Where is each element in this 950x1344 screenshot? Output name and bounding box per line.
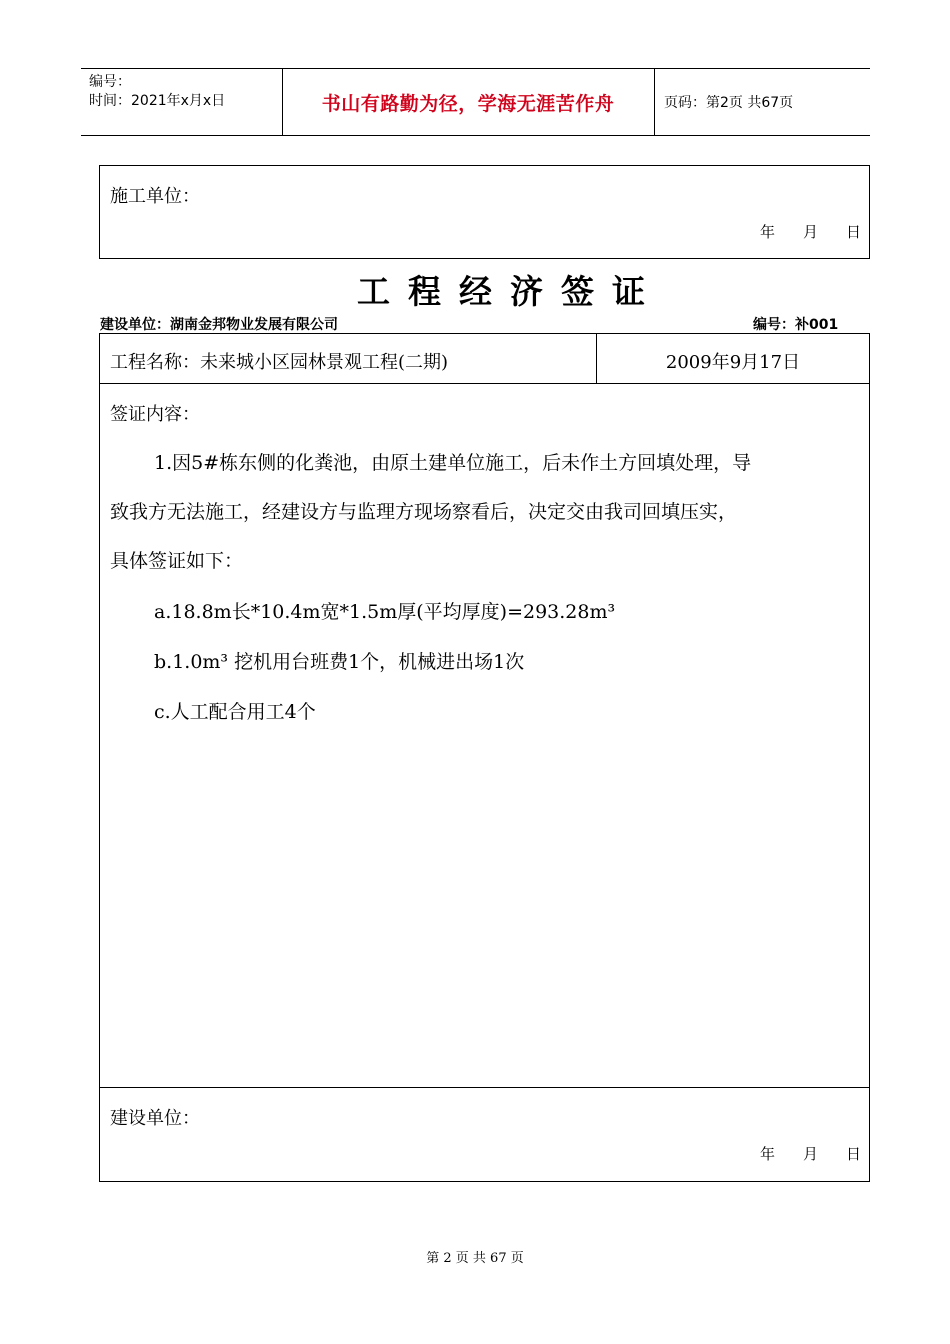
page-header (81, 68, 870, 136)
content-item-c: c.人工配合用工4个 (154, 701, 316, 723)
date-month: 月 (802, 223, 818, 241)
date-year: 年 (759, 223, 775, 241)
client-info: 建设单位：湖南金邦物业发展有限公司 (100, 317, 338, 333)
contractor-date (760, 221, 861, 242)
project-date: 2009年9月17日 (665, 352, 801, 373)
date-month: 月 (802, 1145, 818, 1163)
header-motto: 书山有路勤为径，学海无涯苦作舟 (321, 92, 615, 115)
page-footer: 第 2 页 共 67 页 (426, 1251, 524, 1266)
document-number: 编号：补001 (753, 317, 839, 333)
content-item-a: a.18.8m长*10.4m宽*1.5m厚(平均厚度)=293.28m³ (154, 601, 616, 623)
time-label: 时间：2021年x月x日 (89, 93, 226, 109)
header-page-info: 页码：第2页 共67页 (664, 95, 794, 111)
client-sign-label: 建设单位： (110, 1108, 200, 1129)
project-row (100, 334, 869, 384)
header-divider (654, 69, 655, 135)
content-paragraph-line: 1.因5#栋东侧的化粪池，由原土建单位施工，后未作土方回填处理，导 (154, 452, 752, 474)
contractor-label: 施工单位： (110, 186, 200, 207)
signature-divider (100, 1087, 869, 1088)
contractor-box (99, 165, 870, 259)
main-form (99, 333, 870, 1182)
content-paragraph-line: 致我方无法施工，经建设方与监理方现场察看后，决定交由我司回填压实， (110, 501, 738, 523)
header-meta (89, 73, 225, 111)
project-name: 工程名称：未来城小区园林景观工程(二期) (110, 352, 449, 373)
content-paragraph-line: 具体签证如下： (110, 550, 244, 572)
content-heading: 签证内容： (110, 404, 200, 425)
document-title: 工程经济签证 (357, 272, 663, 311)
date-day: 日 (845, 1145, 861, 1163)
client-date (760, 1143, 861, 1164)
code-label: 编号： (89, 74, 131, 90)
date-day: 日 (845, 223, 861, 241)
date-year: 年 (759, 1145, 775, 1163)
content-item-b: b.1.0m³ 挖机用台班费1个，机械进出场1次 (154, 651, 525, 673)
